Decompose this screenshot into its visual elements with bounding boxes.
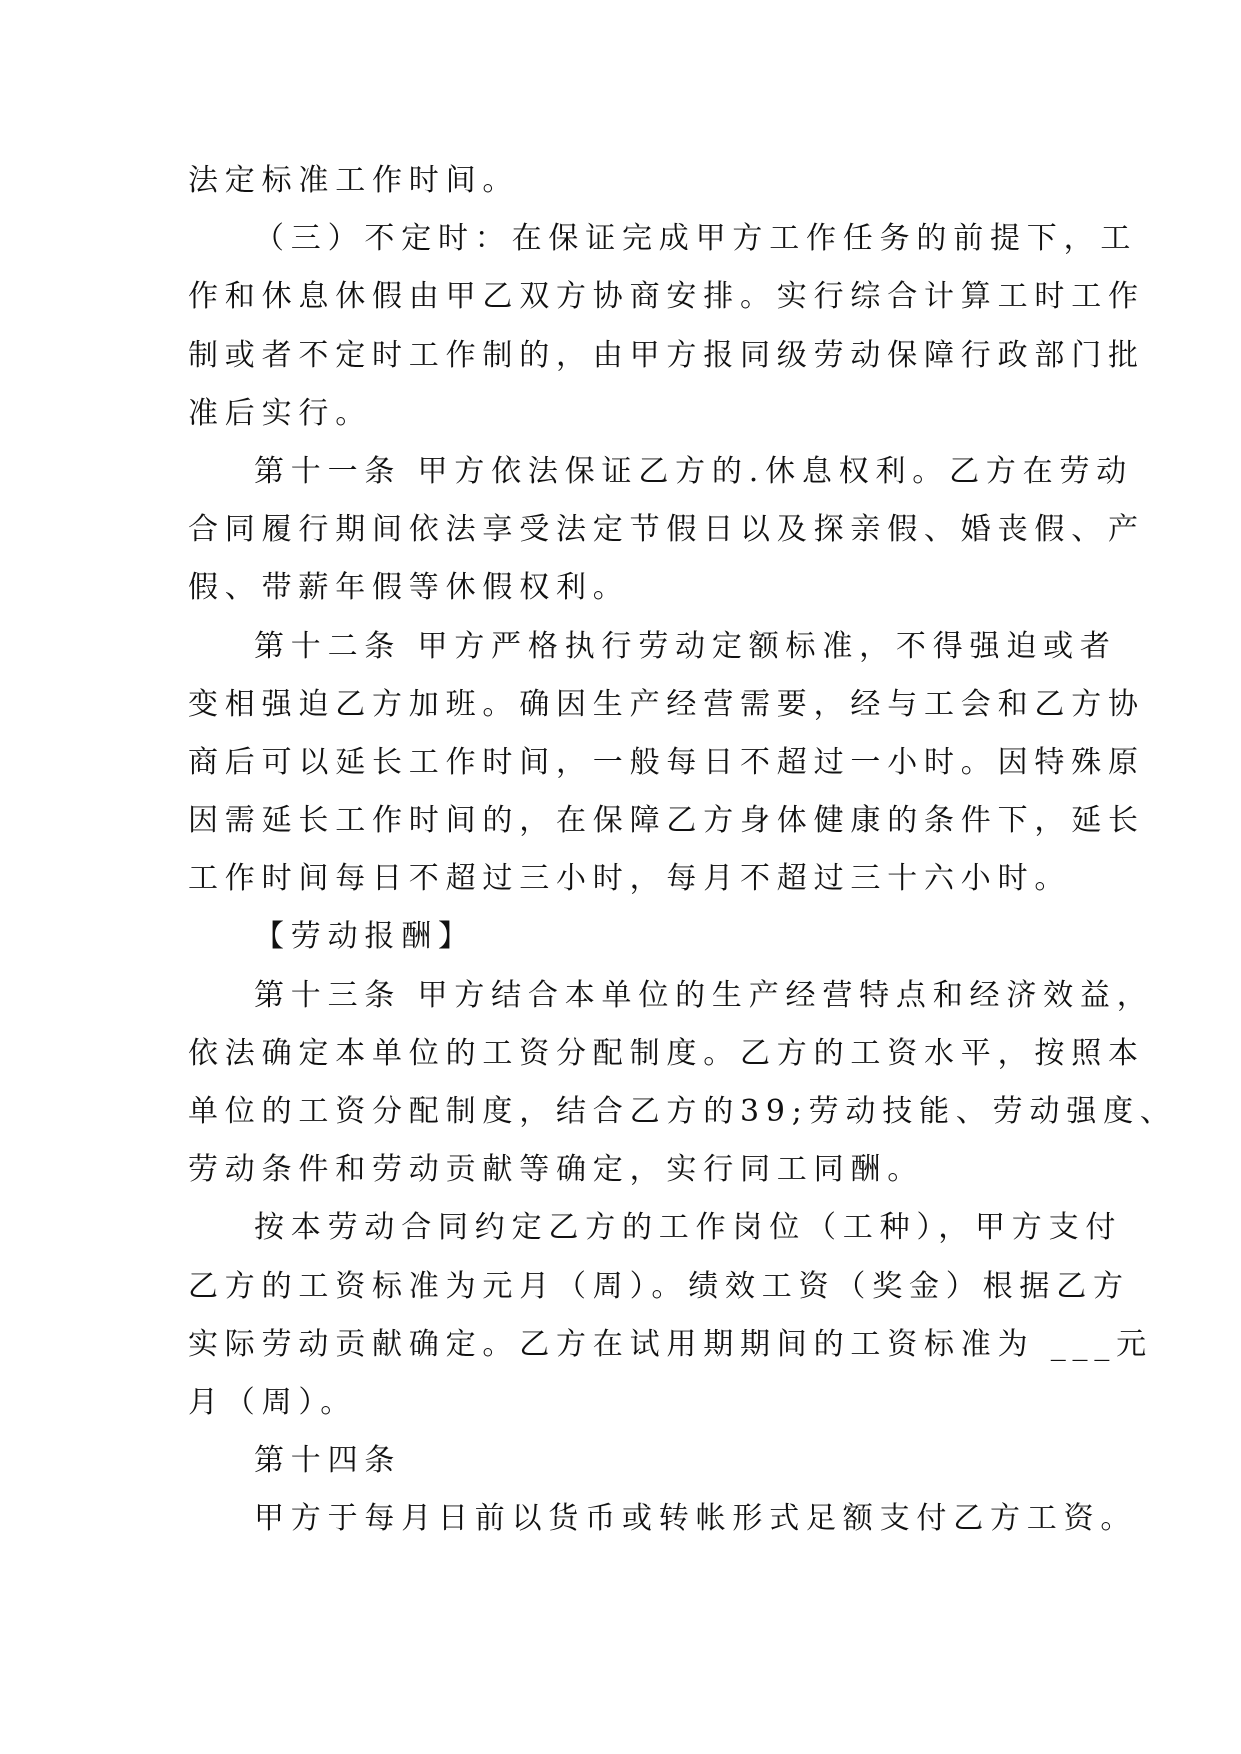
text-line: 单位的工资分配制度，结合乙方的39;劳动技能、劳动强度、 bbox=[188, 1094, 1177, 1129]
text-line: 工作时间每日不超过三小时，每月不超过三十六小时。 bbox=[188, 861, 1072, 897]
article-12-heading-line: 第十二条 甲方严格执行劳动定额标准，不得强迫或者 bbox=[254, 628, 1117, 664]
text-line: 依法确定本单位的工资分配制度。乙方的工资水平，按照本 bbox=[188, 1035, 1145, 1071]
text-line: （三）不定时：在保证完成甲方工作任务的前提下，工 bbox=[254, 221, 1138, 257]
article-14-heading: 第十四条 bbox=[254, 1443, 402, 1479]
text-line: 变相强迫乙方加班。确因生产经营需要，经与工会和乙方协 bbox=[188, 686, 1145, 722]
text-line: 准后实行。 bbox=[188, 395, 372, 431]
text-line: 劳动条件和劳动贡献等确定，实行同工同酬。 bbox=[188, 1152, 924, 1188]
text-line: 作和休息休假由甲乙双方协商安排。实行综合计算工时工作 bbox=[188, 279, 1145, 315]
text-line: 制或者不定时工作制的，由甲方报同级劳动保障行政部门批 bbox=[188, 337, 1145, 373]
text-line: 甲方于每月日前以货币或转帐形式足额支付乙方工资。 bbox=[254, 1501, 1138, 1537]
document-body bbox=[188, 152, 1177, 1549]
text-line: 合同履行期间依法享受法定节假日以及探亲假、婚丧假、产 bbox=[188, 512, 1145, 548]
text-line: 乙方的工资标准为元月（周）。绩效工资（奖金）根据乙方 bbox=[188, 1268, 1130, 1304]
article-11-heading-line: 第十一条 甲方依法保证乙方的.休息权利。乙方在劳动 bbox=[254, 453, 1134, 489]
section-heading-labor-compensation: 【劳动报酬】 bbox=[254, 919, 475, 955]
text-line: 月（周）。 bbox=[188, 1384, 357, 1420]
text-line: 按本劳动合同约定乙方的工作岗位（工种），甲方支付 bbox=[254, 1210, 1123, 1246]
article-13-heading-line: 第十三条 甲方结合本单位的生产经营特点和经济效益， bbox=[254, 977, 1154, 1013]
text-line: 法定标准工作时间。 bbox=[188, 163, 520, 198]
text-line: 假、带薪年假等休假权利。 bbox=[188, 570, 630, 606]
text-line: 商后可以延长工作时间，一般每日不超过一小时。因特殊原 bbox=[188, 744, 1145, 780]
text-line: 因需延长工作时间的，在保障乙方身体健康的条件下，延长 bbox=[188, 803, 1145, 839]
text-line: 实际劳动贡献确定。乙方在试用期期间的工资标准为 ___元 bbox=[188, 1326, 1153, 1362]
